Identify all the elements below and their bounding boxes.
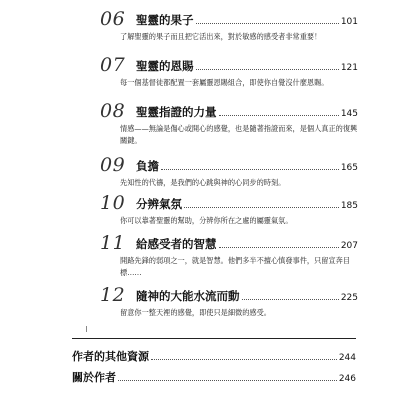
dot-leader	[118, 371, 337, 381]
chapter-description: 留意你一整天裡的感覺，即使只是細微的感受。	[120, 308, 271, 317]
chapter-title: 負擔	[136, 159, 159, 173]
section-title: 關於作者	[72, 371, 116, 384]
chapter-number: 10	[100, 192, 126, 214]
chapter-number: 07	[100, 54, 126, 76]
dot-leader	[219, 106, 339, 116]
chapter-title-row	[136, 12, 358, 28]
chapter-number: 08	[100, 100, 126, 122]
chapter-title-row	[136, 288, 358, 304]
chapter-title: 聖靈指證的力量	[136, 105, 217, 119]
chapter-description: 了解聖靈的果子而且把它活出來，對於敏感的感受者非常重要！	[120, 32, 322, 41]
chapter-title: 給感受者的智慧	[136, 237, 217, 251]
section-divider	[72, 338, 356, 339]
page-number: 246	[338, 374, 356, 384]
dot-leader	[196, 14, 339, 24]
dot-leader	[242, 290, 339, 300]
chapter-number: 06	[100, 8, 126, 30]
chapter-number: 11	[100, 232, 126, 254]
dot-leader	[151, 350, 337, 360]
chapter-description: 你可以靠著聖靈的幫助，分辨你所在之處的屬靈氣氛。	[120, 216, 293, 225]
chapter-title-row	[136, 158, 358, 174]
chapter-title: 隨神的大能水流而動	[136, 289, 240, 303]
page-number: 121	[340, 63, 358, 73]
page-number: 207	[340, 241, 358, 251]
dot-leader	[196, 60, 339, 70]
page-number: 101	[340, 17, 358, 27]
page-number: 165	[340, 163, 358, 173]
toc-entry-extra[interactable]	[72, 369, 356, 385]
page-number: 225	[340, 293, 358, 303]
dot-leader	[219, 238, 339, 248]
chapter-number: 12	[100, 284, 126, 306]
page-number: 185	[340, 201, 358, 211]
chapter-title-row	[136, 236, 358, 252]
chapter-number: 09	[100, 154, 126, 176]
chapter-title: 聖靈的果子	[136, 13, 194, 27]
dot-leader	[184, 198, 339, 208]
chapter-title-row	[136, 58, 358, 74]
chapter-description: 開路先鋒的弱項之一，就是智慧。他們多半不擅心慎發事件，只留宣奔目標……	[120, 256, 351, 277]
page-number: 145	[340, 109, 358, 119]
page-number: 244	[338, 353, 356, 363]
chapter-title: 聖靈的恩賜	[136, 59, 194, 73]
chapter-title-row	[136, 104, 358, 120]
chapter-description: 先知性的代禱，是我們的心跳與神的心同步的時刻。	[120, 178, 286, 187]
chapter-title: 分辨氣氛	[136, 197, 182, 211]
section-title: 作者的其他資源	[72, 350, 149, 363]
dot-leader	[161, 160, 339, 170]
chapter-description: 情感——無論是傷心或開心的感覺，也是隨著指證而來，是個人真正的復興關鍵。	[120, 124, 358, 145]
page-mark	[86, 326, 87, 332]
toc-entry-extra[interactable]	[72, 348, 356, 364]
chapter-title-row	[136, 196, 358, 212]
chapter-description: 每一個基督徒都配置一套屬靈恩賜組合，即使你自覺沒什麼恩賜。	[120, 78, 329, 87]
